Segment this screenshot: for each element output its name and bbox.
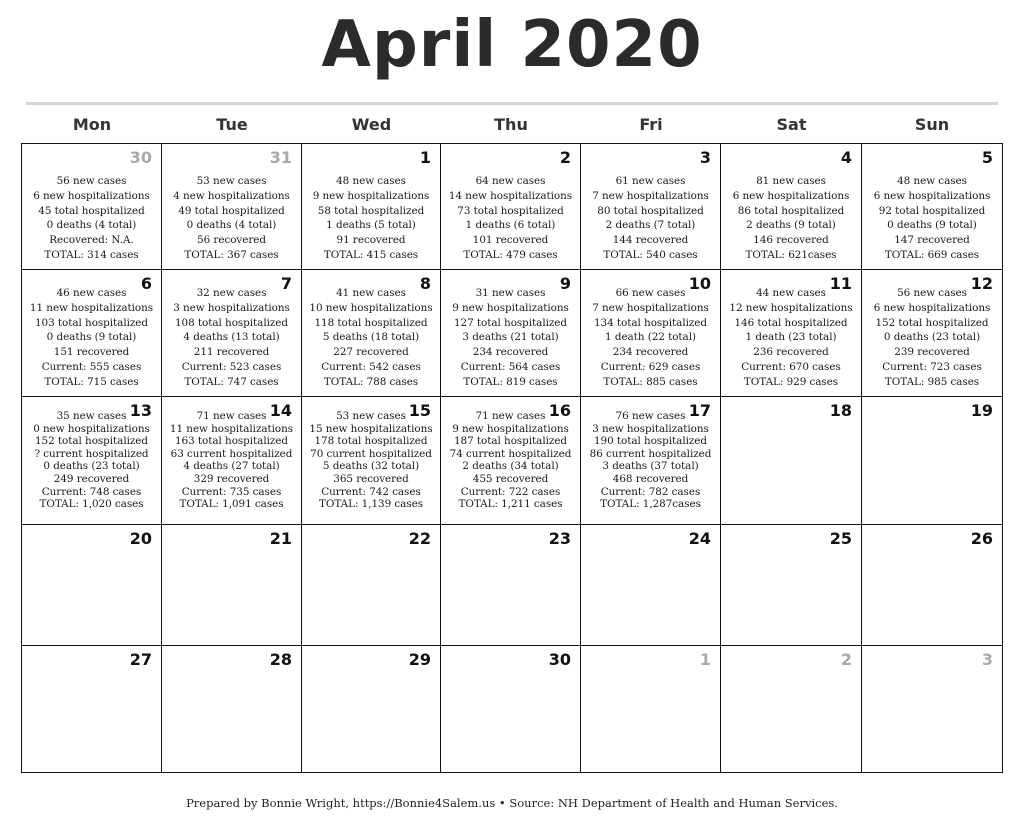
stat-line: TOTAL: 479 cases xyxy=(463,248,558,261)
stat-line: Current: 723 cases xyxy=(882,360,982,373)
stat-line: 6 new hospitalizations xyxy=(873,189,991,202)
day-stats xyxy=(581,286,720,390)
stat-line: Current: 670 cases xyxy=(741,360,841,373)
day-stats xyxy=(441,286,580,390)
stat-line: ? current hospitalized xyxy=(34,447,149,460)
calendar-day-cell xyxy=(721,646,862,773)
calendar-day-cell xyxy=(302,270,441,397)
stat-line: 0 deaths (4 total) xyxy=(46,219,137,232)
stat-line: 6 new hospitalizations xyxy=(873,301,991,314)
stat-line: 0 deaths (9 total) xyxy=(46,331,137,344)
day-number: 10 xyxy=(688,274,711,293)
day-number: 29 xyxy=(408,650,431,669)
stat-line: TOTAL: 819 cases xyxy=(463,375,558,388)
stat-line: 3 new hospitalizations xyxy=(173,301,290,314)
day-stats xyxy=(162,410,301,511)
stat-line: 152 total hospitalized xyxy=(34,435,148,448)
stat-line: 48 new cases xyxy=(336,175,406,187)
stat-line: 127 total hospitalized xyxy=(453,316,567,329)
day-number: 16 xyxy=(548,401,571,420)
calendar-day-cell xyxy=(441,525,581,646)
stat-line: Current: 742 cases xyxy=(321,485,421,498)
stat-line: 0 deaths (23 total) xyxy=(43,460,140,473)
day-stats xyxy=(22,286,161,390)
stat-line: Current: 782 cases xyxy=(600,485,701,498)
day-number: 2 xyxy=(559,148,571,167)
day-number: 12 xyxy=(970,274,993,293)
stat-line: 0 new hospitalizations xyxy=(33,422,150,435)
day-number: 28 xyxy=(269,650,292,669)
day-number: 21 xyxy=(269,529,292,548)
calendar-day-cell xyxy=(22,525,162,646)
stat-line: 152 total hospitalized xyxy=(875,316,989,329)
stat-line: 61 new cases xyxy=(615,175,686,187)
day-number: 7 xyxy=(280,274,292,293)
stat-line: 15 new hospitalizations xyxy=(309,422,433,435)
stat-line: TOTAL: 669 cases xyxy=(884,248,980,261)
calendar-day-cell xyxy=(581,646,721,773)
stat-line: 1 deaths (6 total) xyxy=(465,219,556,232)
weekday-header-fri: Fri xyxy=(639,115,663,134)
stat-line: 163 total hospitalized xyxy=(174,435,288,448)
stat-line: 73 total hospitalized xyxy=(457,204,564,217)
stat-line: 3 deaths (21 total) xyxy=(462,331,559,344)
stat-line: 5 deaths (18 total) xyxy=(322,331,420,344)
stat-line: Current: 735 cases xyxy=(181,485,282,498)
stat-line: 7 new hospitalizations xyxy=(592,301,709,314)
stat-line: 49 total hospitalized xyxy=(178,204,285,217)
day-stats xyxy=(162,174,301,263)
calendar-day-cell xyxy=(581,397,721,525)
stat-line: 31 new cases xyxy=(475,287,546,299)
calendar-day-cell xyxy=(721,144,862,270)
calendar-day-cell xyxy=(302,397,441,525)
stat-line: 4 deaths (27 total) xyxy=(183,460,280,473)
day-stats xyxy=(302,410,440,511)
day-number: 25 xyxy=(829,529,852,548)
stat-line: 56 new cases xyxy=(897,287,967,299)
day-number: 18 xyxy=(829,401,852,420)
day-number: 30 xyxy=(129,148,152,167)
day-number: 17 xyxy=(688,401,711,420)
stat-line: TOTAL: 1,020 cases xyxy=(39,498,144,511)
stat-line: Current: 629 cases xyxy=(600,360,701,373)
day-number: 8 xyxy=(419,274,431,293)
weekday-header-thu: Thu xyxy=(494,115,528,134)
stat-line: 32 new cases xyxy=(196,287,267,299)
stat-line: TOTAL: 1,211 cases xyxy=(458,498,563,511)
day-stats xyxy=(441,410,580,511)
day-number: 14 xyxy=(269,401,292,420)
calendar-day-cell xyxy=(162,397,302,525)
stat-line: 58 total hospitalized xyxy=(317,204,425,217)
stat-line: Current: 564 cases xyxy=(460,360,561,373)
calendar-day-cell xyxy=(22,397,162,525)
stat-line: 178 total hospitalized xyxy=(314,435,428,448)
stat-line: 239 recovered xyxy=(894,346,970,359)
stat-line: 56 recovered xyxy=(197,234,266,247)
stat-line: 1 death (22 total) xyxy=(605,331,696,344)
stat-line: TOTAL: 1,287cases xyxy=(600,498,701,511)
stat-line: Current: 555 cases xyxy=(41,360,142,373)
calendar-day-cell xyxy=(302,144,441,270)
stat-line: 63 current hospitalized xyxy=(170,447,293,460)
day-number: 23 xyxy=(548,529,571,548)
day-number: 3 xyxy=(699,148,711,167)
calendar-grid xyxy=(21,143,1003,773)
day-number: 2 xyxy=(840,650,852,669)
day-stats xyxy=(581,174,720,263)
calendar-day-cell xyxy=(302,525,441,646)
day-number: 27 xyxy=(129,650,152,669)
stat-line: TOTAL: 621cases xyxy=(745,248,837,261)
weekday-header-row xyxy=(22,112,1002,138)
stat-line: 455 recovered xyxy=(472,472,549,485)
day-stats xyxy=(721,286,861,390)
calendar-day-cell xyxy=(581,144,721,270)
stat-line: 45 total hospitalized xyxy=(38,204,145,217)
stat-line: 56 new cases xyxy=(56,175,127,187)
stat-line: Current: 523 cases xyxy=(181,360,282,373)
stat-line: TOTAL: 540 cases xyxy=(603,248,698,261)
calendar-day-cell xyxy=(22,270,162,397)
stat-line: 86 current hospitalized xyxy=(589,447,712,460)
day-stats xyxy=(22,410,161,511)
stat-line: 46 new cases xyxy=(56,287,127,299)
day-number: 19 xyxy=(970,401,993,420)
stat-line: Current: 722 cases xyxy=(460,485,561,498)
calendar-day-cell xyxy=(302,646,441,773)
footer-credit: Prepared by Bonnie Wright, https://Bonnie4Salem.us • Source: NH Department of Health and Human Services. xyxy=(186,796,838,810)
calendar-day-cell xyxy=(862,646,1002,773)
day-number: 15 xyxy=(408,401,431,420)
stat-line: 92 total hospitalized xyxy=(878,204,986,217)
day-number: 9 xyxy=(559,274,571,293)
weekday-header-sun: Sun xyxy=(914,115,950,134)
day-number: 3 xyxy=(981,650,993,669)
calendar-day-cell xyxy=(862,270,1002,397)
stat-line: 147 recovered xyxy=(894,234,970,247)
calendar-day-cell xyxy=(862,144,1002,270)
stat-line: TOTAL: 788 cases xyxy=(323,375,419,388)
stat-line: 81 new cases xyxy=(756,175,826,187)
day-stats xyxy=(581,410,720,511)
stat-line: 0 deaths (23 total) xyxy=(883,331,981,344)
day-stats xyxy=(862,286,1002,390)
stat-line: 234 recovered xyxy=(472,346,549,359)
stat-line: 70 current hospitalized xyxy=(310,447,432,460)
stat-line: 76 new cases xyxy=(615,410,686,422)
stat-line: 44 new cases xyxy=(756,287,826,299)
stat-line: 0 deaths (9 total) xyxy=(887,219,977,232)
stat-line: 227 recovered xyxy=(333,346,409,359)
calendar-day-cell xyxy=(162,144,302,270)
stat-line: 6 new hospitalizations xyxy=(33,189,150,202)
stat-line: TOTAL: 314 cases xyxy=(44,248,139,261)
stat-line: 103 total hospitalized xyxy=(34,316,148,329)
stat-line: 144 recovered xyxy=(612,234,689,247)
stat-line: 12 new hospitalizations xyxy=(729,301,853,314)
calendar-day-cell xyxy=(441,270,581,397)
stat-line: TOTAL: 1,091 cases xyxy=(179,498,284,511)
day-stats xyxy=(302,174,440,263)
stat-line: 11 new hospitalizations xyxy=(169,422,294,435)
stat-line: Recovered: N.A. xyxy=(49,234,134,247)
day-number: 1 xyxy=(699,650,711,669)
weekday-header-sat: Sat xyxy=(776,115,807,134)
stat-line: 118 total hospitalized xyxy=(314,316,428,329)
day-number: 11 xyxy=(829,274,852,293)
stat-line: TOTAL: 885 cases xyxy=(603,375,698,388)
day-number: 31 xyxy=(269,148,292,167)
stat-line: 35 new cases xyxy=(56,410,127,422)
stat-line: 4 new hospitalizations xyxy=(173,189,290,202)
weekday-header-tue: Tue xyxy=(216,115,248,134)
stat-line: 9 new hospitalizations xyxy=(312,189,430,202)
stat-line: 74 current hospitalized xyxy=(449,447,572,460)
calendar-day-cell xyxy=(22,646,162,773)
stat-line: 187 total hospitalized xyxy=(453,435,567,448)
stat-line: 211 recovered xyxy=(193,346,270,359)
day-number: 1 xyxy=(419,148,431,167)
stat-line: 1 death (23 total) xyxy=(745,331,837,344)
calendar-day-cell xyxy=(22,144,162,270)
weekday-header-mon: Mon xyxy=(72,115,112,134)
stat-line: 108 total hospitalized xyxy=(174,316,288,329)
stat-line: 48 new cases xyxy=(897,175,967,187)
stat-line: 66 new cases xyxy=(615,287,686,299)
stat-line: 7 new hospitalizations xyxy=(592,189,709,202)
stat-line: 10 new hospitalizations xyxy=(309,301,433,314)
stat-line: 2 deaths (34 total) xyxy=(462,460,559,473)
stat-line: TOTAL: 747 cases xyxy=(184,375,279,388)
stat-line: 134 total hospitalized xyxy=(593,316,707,329)
day-stats xyxy=(862,174,1002,263)
day-stats xyxy=(162,286,301,390)
day-stats xyxy=(721,174,861,263)
stat-line: 3 deaths (37 total) xyxy=(602,460,699,473)
calendar-day-cell xyxy=(162,525,302,646)
stat-line: TOTAL: 367 cases xyxy=(184,248,279,261)
stat-line: 0 deaths (4 total) xyxy=(186,219,277,232)
stat-line: 9 new hospitalizations xyxy=(452,301,569,314)
day-number: 13 xyxy=(129,401,152,420)
day-number: 26 xyxy=(970,529,993,548)
stat-line: 249 recovered xyxy=(53,472,130,485)
stat-line: 6 new hospitalizations xyxy=(732,189,850,202)
calendar-day-cell xyxy=(862,525,1002,646)
calendar-day-cell xyxy=(581,525,721,646)
stat-line: 101 recovered xyxy=(472,234,549,247)
calendar-day-cell xyxy=(162,646,302,773)
stat-line: TOTAL: 985 cases xyxy=(884,375,980,388)
page-title: April 2020 xyxy=(321,8,703,82)
stat-line: 365 recovered xyxy=(333,472,409,485)
stat-line: Current: 748 cases xyxy=(41,485,142,498)
stat-line: 2 deaths (7 total) xyxy=(605,219,696,232)
day-number: 6 xyxy=(140,274,152,293)
stat-line: 41 new cases xyxy=(336,287,406,299)
stat-line: 9 new hospitalizations xyxy=(452,422,569,435)
stat-line: 71 new cases xyxy=(196,410,267,422)
stat-line: 146 total hospitalized xyxy=(734,316,848,329)
stat-line: Current: 542 cases xyxy=(321,360,421,373)
stat-line: 468 recovered xyxy=(612,472,689,485)
calendar-day-cell xyxy=(721,270,862,397)
day-stats xyxy=(302,286,440,390)
stat-line: 5 deaths (32 total) xyxy=(322,460,420,473)
stat-line: TOTAL: 929 cases xyxy=(743,375,839,388)
calendar-day-cell xyxy=(721,525,862,646)
calendar-day-cell xyxy=(441,397,581,525)
calendar-day-cell xyxy=(162,270,302,397)
stat-line: TOTAL: 1,139 cases xyxy=(319,498,423,511)
stat-line: 236 recovered xyxy=(753,346,829,359)
day-stats xyxy=(22,174,161,263)
stat-line: 86 total hospitalized xyxy=(737,204,845,217)
stat-line: 190 total hospitalized xyxy=(593,435,707,448)
stat-line: 91 recovered xyxy=(336,234,406,247)
calendar-day-cell xyxy=(441,646,581,773)
stat-line: 4 deaths (13 total) xyxy=(183,331,280,344)
stat-line: 14 new hospitalizations xyxy=(448,189,573,202)
stat-line: 80 total hospitalized xyxy=(597,204,704,217)
stat-line: 146 recovered xyxy=(753,234,829,247)
stat-line: TOTAL: 415 cases xyxy=(323,248,419,261)
stat-line: 53 new cases xyxy=(196,175,267,187)
stat-line: 3 new hospitalizations xyxy=(592,422,709,435)
stat-line: 151 recovered xyxy=(53,346,130,359)
calendar-day-cell xyxy=(581,270,721,397)
stat-line: 64 new cases xyxy=(475,175,546,187)
day-number: 24 xyxy=(688,529,711,548)
day-number: 22 xyxy=(408,529,431,548)
header-divider xyxy=(26,102,998,105)
day-stats xyxy=(441,174,580,263)
stat-line: 329 recovered xyxy=(193,472,270,485)
calendar-day-cell xyxy=(441,144,581,270)
stat-line: TOTAL: 715 cases xyxy=(44,375,139,388)
stat-line: 234 recovered xyxy=(612,346,689,359)
calendar-day-cell xyxy=(721,397,862,525)
stat-line: 11 new hospitalizations xyxy=(29,301,154,314)
day-number: 20 xyxy=(129,529,152,548)
stat-line: 2 deaths (9 total) xyxy=(746,219,836,232)
stat-line: 53 new cases xyxy=(336,410,406,422)
weekday-header-wed: Wed xyxy=(351,115,392,134)
day-number: 5 xyxy=(981,148,993,167)
stat-line: 71 new cases xyxy=(475,410,546,422)
day-number: 4 xyxy=(840,148,852,167)
calendar-day-cell xyxy=(862,397,1002,525)
day-number: 30 xyxy=(548,650,571,669)
stat-line: 1 deaths (5 total) xyxy=(326,219,416,232)
